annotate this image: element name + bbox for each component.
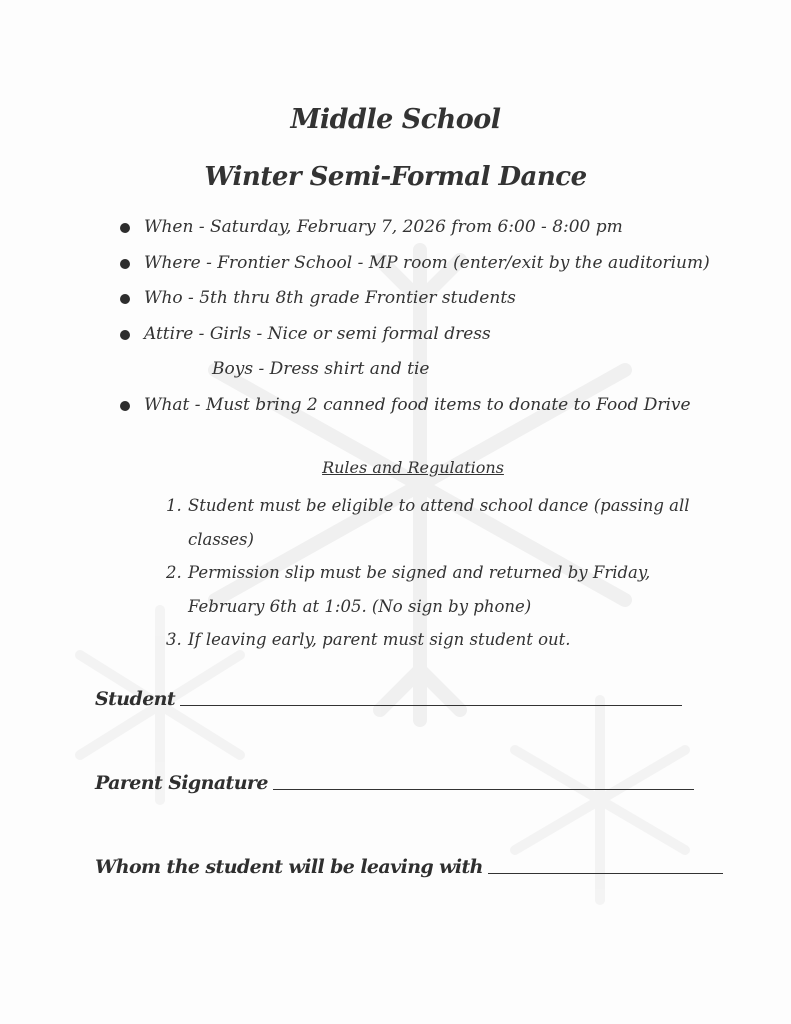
student-signature-row	[95, 688, 682, 710]
parent-signature-label: Parent Signature	[95, 772, 268, 794]
page-subtitle: Winter Semi-Formal Dance	[204, 162, 587, 192]
pickup-person-row	[95, 856, 723, 878]
event-details-list	[120, 210, 760, 423]
pickup-person-line[interactable]	[488, 872, 723, 874]
rule-item	[166, 556, 726, 623]
bullet-icon	[120, 330, 130, 340]
detail-text: Boys - Dress shirt and tie	[212, 359, 430, 379]
detail-who	[120, 281, 760, 317]
detail-where	[120, 246, 760, 282]
rule-number: 2.	[166, 563, 182, 582]
rule-item	[166, 489, 726, 556]
parent-signature-line[interactable]	[273, 788, 694, 790]
bullet-icon	[120, 294, 130, 304]
student-name-line[interactable]	[180, 704, 682, 706]
rule-text: If leaving early, parent must sign student out.	[188, 630, 571, 649]
page-title: Middle School	[290, 104, 501, 135]
rule-text: Student must be eligible to attend school dance (passing all classes)	[188, 496, 690, 549]
rules-heading: Rules and Regulations	[322, 458, 504, 477]
pickup-person-label: Whom the student will be leaving with	[95, 856, 483, 878]
rule-text: Permission slip must be signed and returned by Friday, February 6th at 1:05. (No sign by phone)	[188, 563, 651, 616]
detail-when	[120, 210, 760, 246]
detail-text: When - Saturday, February 7, 2026 from 6:00 - 8:00 pm	[144, 217, 623, 237]
bullet-icon	[120, 401, 130, 411]
detail-text: What - Must bring 2 canned food items to donate to Food Drive	[144, 394, 691, 415]
parent-signature-row	[95, 772, 694, 794]
rule-number: 1.	[166, 496, 182, 515]
rule-number: 3.	[166, 630, 182, 649]
student-label: Student	[95, 688, 176, 710]
detail-attire	[120, 317, 760, 353]
detail-attire-boys	[120, 352, 760, 388]
detail-text: Attire - Girls - Nice or semi formal dress	[144, 323, 491, 344]
bullet-icon	[120, 223, 130, 233]
rule-item	[166, 623, 726, 657]
bullet-icon	[120, 259, 130, 269]
detail-text: Who - 5th thru 8th grade Frontier students	[144, 288, 516, 308]
detail-what	[120, 388, 760, 424]
detail-text: Where - Frontier School - MP room (enter/exit by the auditorium)	[144, 252, 710, 273]
rules-list	[166, 489, 726, 657]
